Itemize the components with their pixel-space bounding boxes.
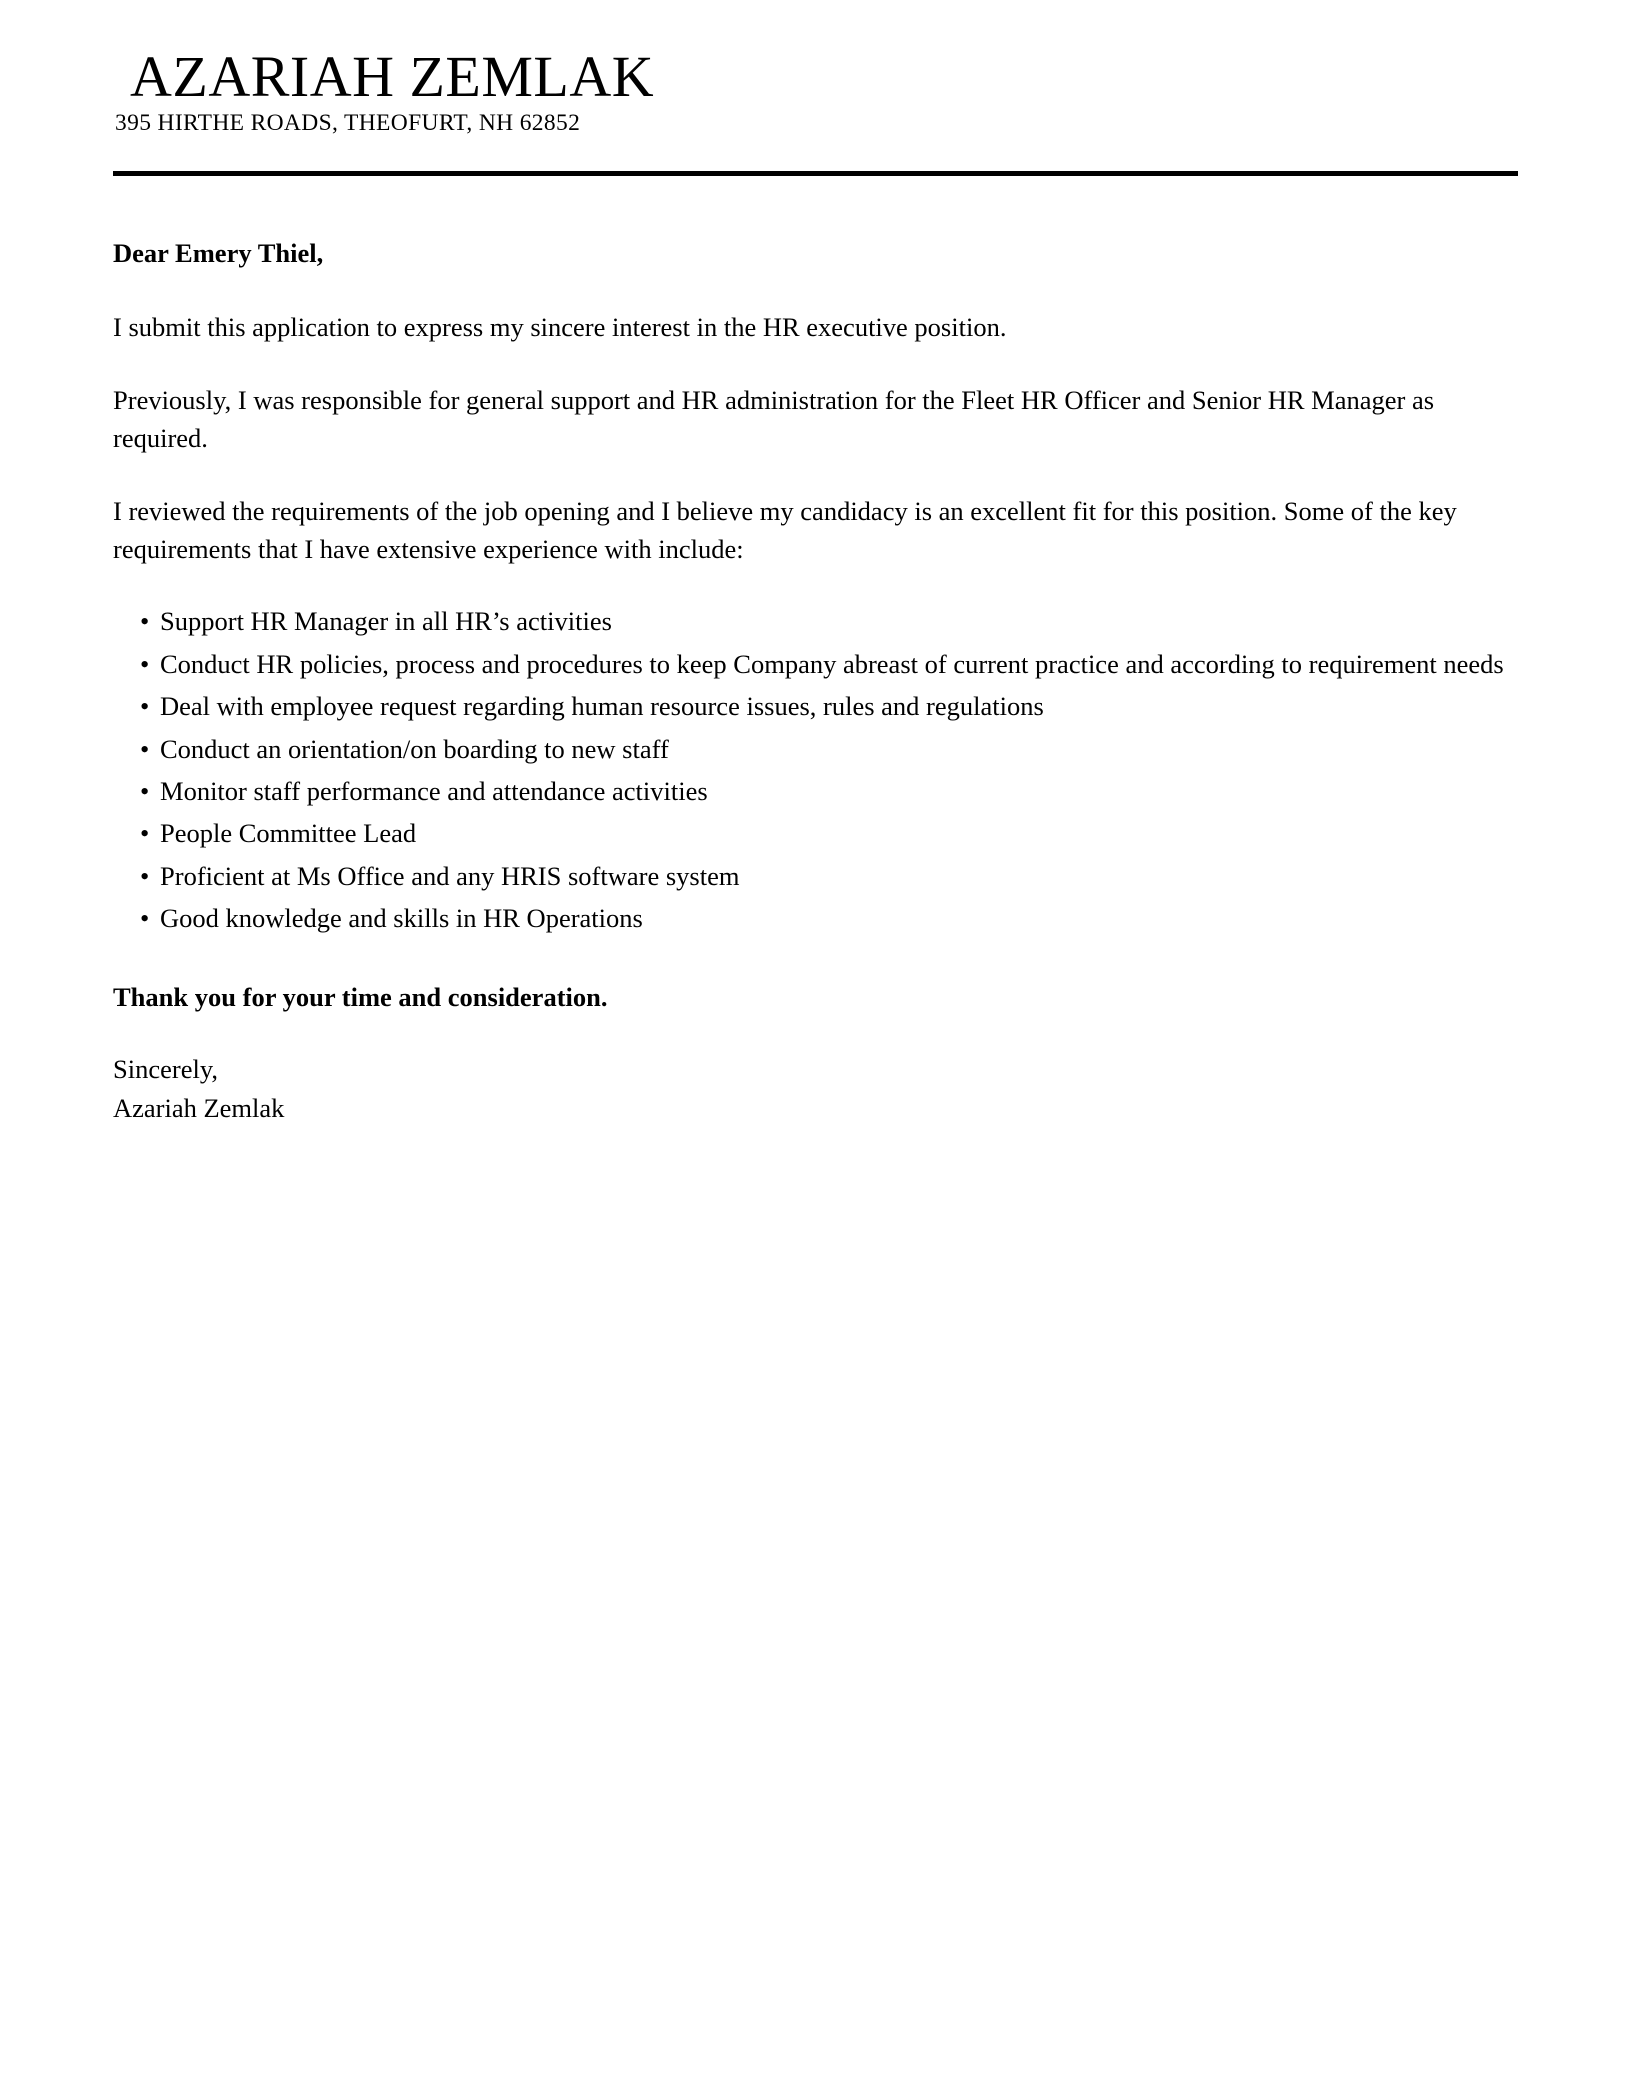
list-item: [113, 857, 1515, 895]
closing-statement: Thank you for your time and consideration.: [113, 981, 608, 1012]
body-paragraph-2: Previously, I was responsible for general support and HR administration for the Fleet HR Officer and Senior HR Manager as required.: [113, 384, 1435, 454]
bullet-icon: •: [140, 818, 150, 849]
bullet-icon: •: [140, 648, 150, 679]
body-paragraph-3: I reviewed the requirements of the job opening and I believe my candidacy is an excellent fit for this position. Some of the key requirements that I have extensive experience with include:: [113, 495, 1457, 564]
list-item: [113, 602, 1515, 640]
bullet-icon: •: [140, 733, 150, 764]
bullet-icon: •: [140, 606, 150, 637]
signoff-salutation: Sincerely,: [113, 1054, 218, 1085]
requirements-list: [113, 602, 1519, 937]
list-item-label: Monitor staff performance and attendance activities: [160, 776, 708, 807]
list-item-label: Conduct HR policies, process and procedures to keep Company abreast of current practice and according to requirement needs: [160, 648, 1504, 679]
bullet-icon: •: [140, 860, 150, 891]
list-item-label: People Committee Lead: [160, 818, 417, 849]
letter-body: [113, 176, 1519, 1127]
list-item-label: Deal with employee request regarding human resource issues, rules and regulations: [160, 691, 1044, 722]
signature-name: Azariah Zemlak: [113, 1092, 285, 1123]
list-item: [113, 814, 1515, 852]
list-item-label: Support HR Manager in all HR’s activities: [160, 606, 612, 637]
bullet-icon: •: [140, 691, 150, 722]
letterhead: [113, 0, 1519, 176]
list-item-label: Good knowledge and skills in HR Operations: [160, 903, 643, 934]
bullet-icon: •: [140, 776, 150, 807]
page-title: AZARIAH ZEMLAK: [130, 44, 655, 109]
signoff-block: [113, 1050, 1519, 1127]
list-item: [113, 730, 1515, 768]
list-item-label: Conduct an orientation/on boarding to new staff: [160, 733, 669, 764]
list-item: [113, 645, 1515, 683]
sender-address: 395 HIRTHE ROADS, THEOFURT, NH 62852: [115, 110, 581, 137]
list-item: [113, 687, 1515, 725]
bullet-icon: •: [140, 903, 150, 934]
body-paragraph-1: I submit this application to express my sincere interest in the HR executive position.: [113, 312, 1007, 343]
list-item-label: Proficient at Ms Office and any HRIS software system: [160, 860, 740, 891]
salutation: Dear Emery Thiel,: [113, 237, 324, 268]
list-item: [113, 899, 1515, 937]
list-item: [113, 772, 1515, 810]
